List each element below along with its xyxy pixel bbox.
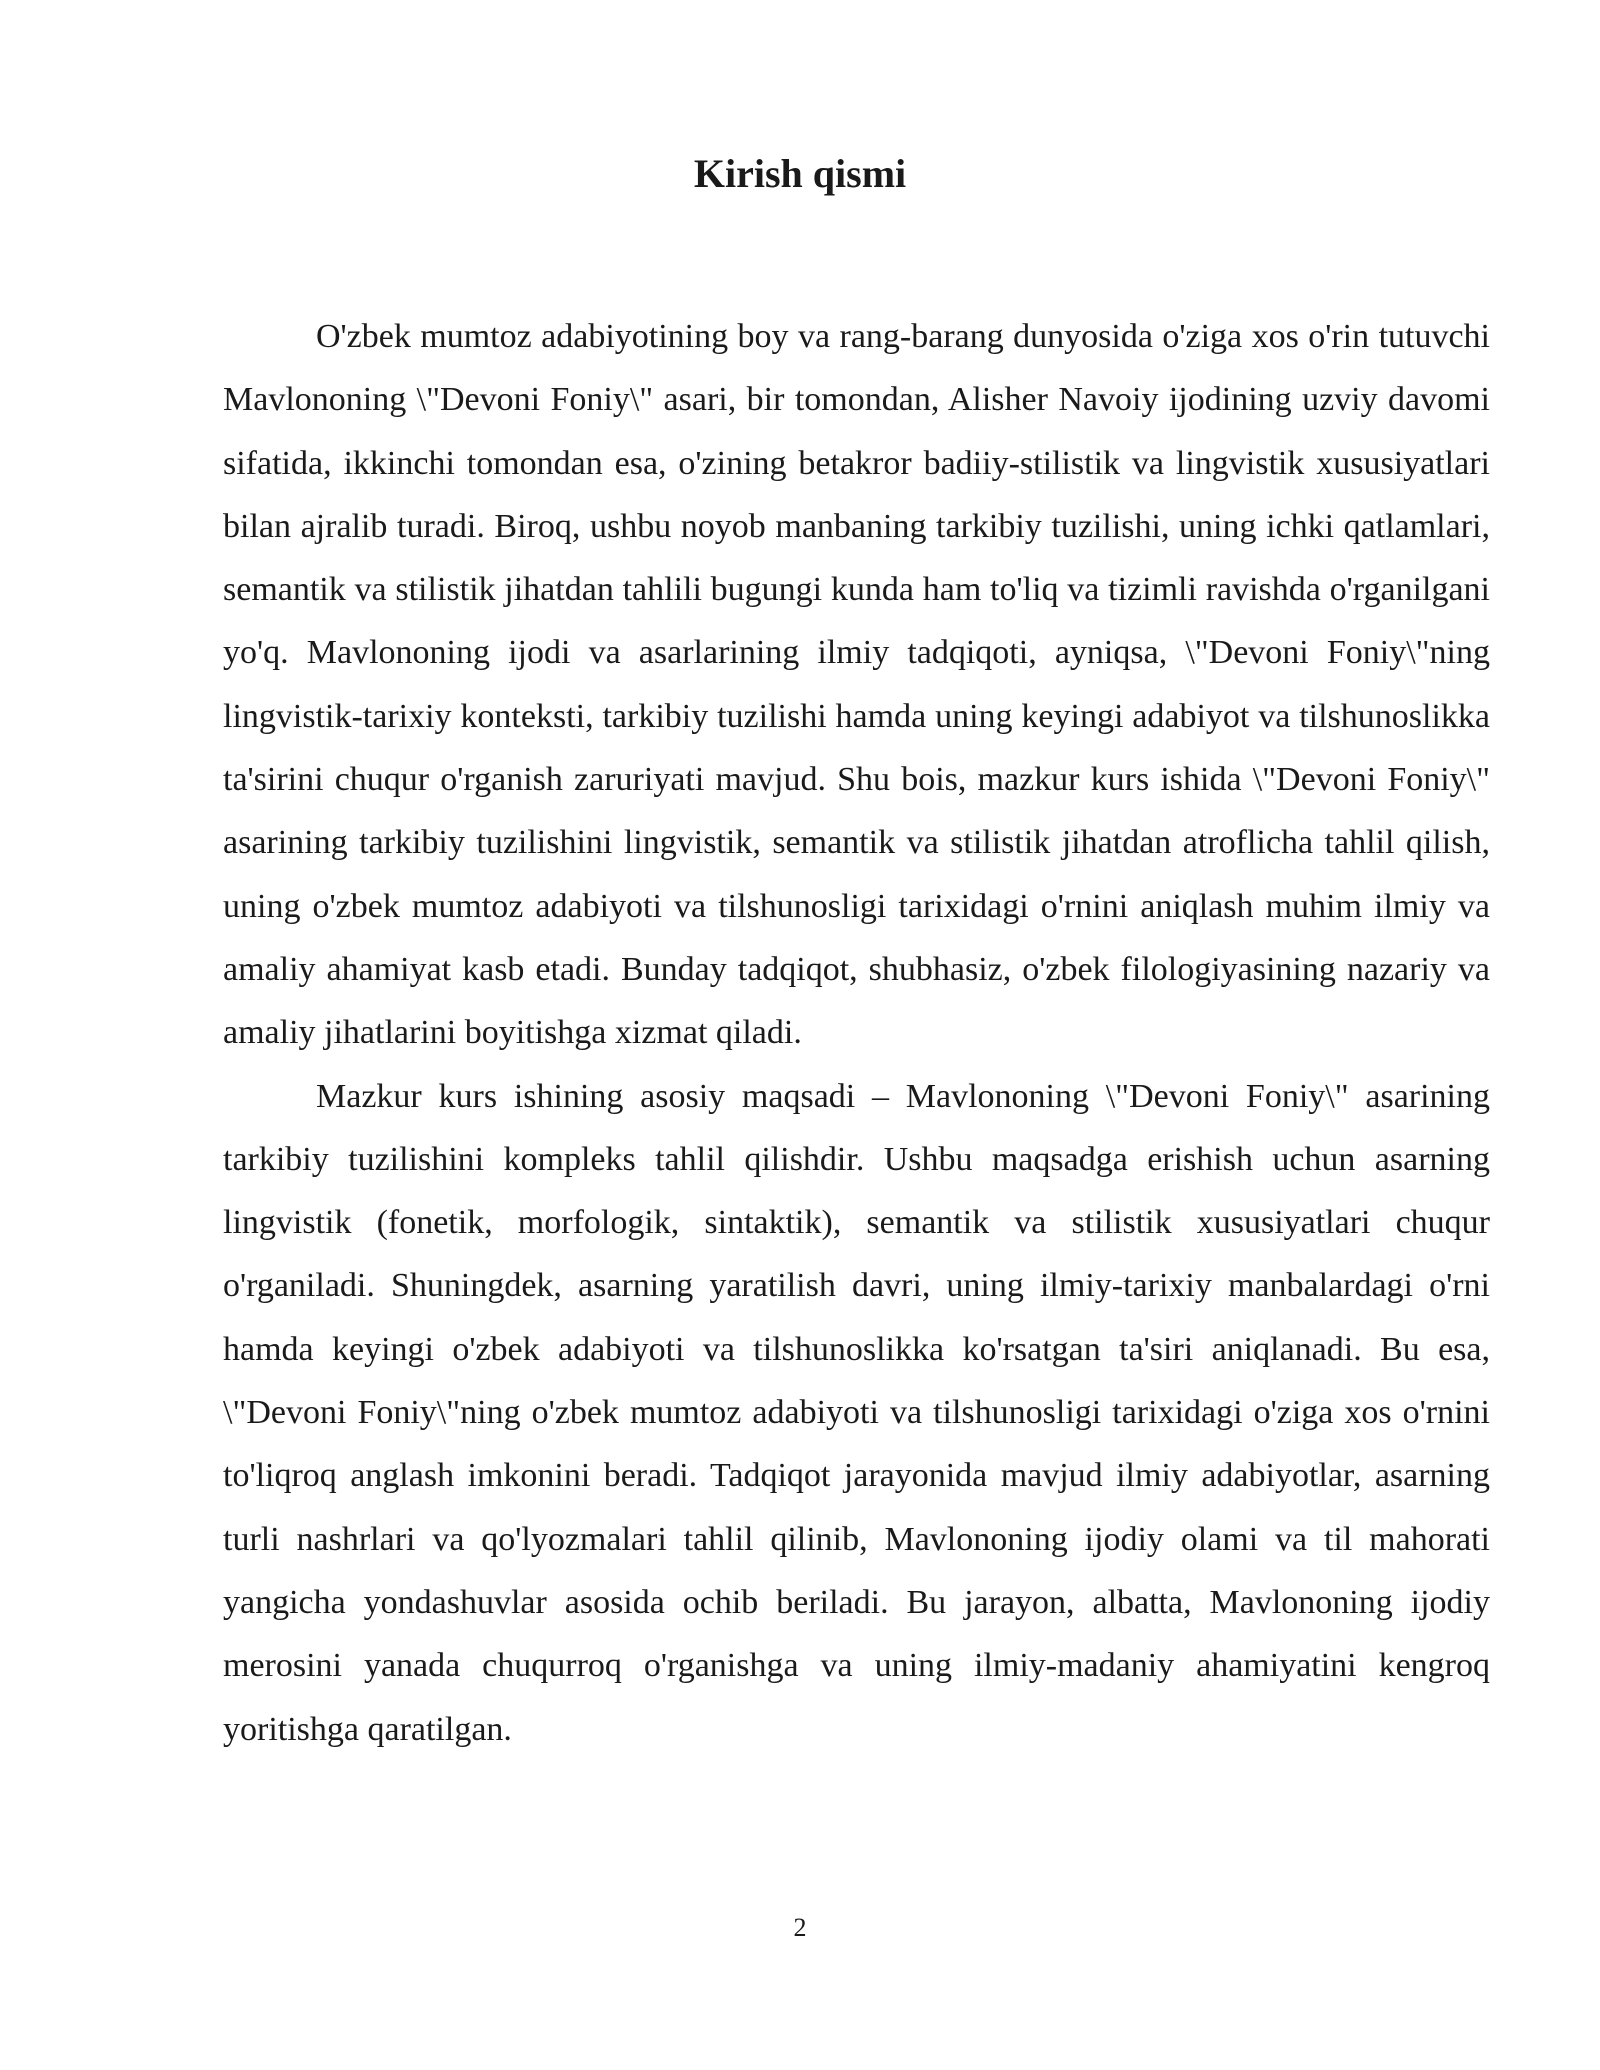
page-title: Kirish qismi	[693, 151, 907, 196]
page-number: 2	[793, 1913, 807, 1942]
paragraph-introduction: O'zbek mumtoz adabiyotining boy va rang-barang dunyosida o'ziga xos o'rin tutuvchi Mavlononing \"Devoni Foniy\" asari, bir tomondan, Alisher Navoiy ijodining uzviy davomi sifatida, ikkinchi tomondan esa, o'zining betakror badiiy-stilistik va lingvistik xususiyatlari bilan ajralib turadi. Biroq, ushbu noyob manbaning tarkibiy tuzilishi, uning ichki qatlamlari, semantik va stilistik jihatdan tahlili bugungi kunda ham to'liq va tizimli ravishda o'rganilgani yo'q. Mavlononing ijodi va asarlarining ilmiy tadqiqoti, ayniqsa, \"Devoni Foniy\"ning lingvistik-tarixiy konteksti, tarkibiy tuzilishi hamda uning keyingi adabiyot va tilshunoslikka ta'sirini chuqur o'rganish zaruriyati mavjud. Shu bois, mazkur kurs ishida \"Devoni Foniy\" asarining tarkibiy tuzilishini lingvistik, semantik va stilistik jihatdan atroflicha tahlil qilish, uning o'zbek mumtoz adabiyoti va tilshunosligi tarixidagi o'rnini aniqlash muhim ilmiy va amaliy ahamiyat kasb etadi. Bunday tadqiqot, shubhasiz, o'zbek filologiyasining nazariy va amaliy jihatlarini boyitishga xizmat qiladi.	[223, 318, 1490, 1052]
body-text	[223, 305, 1490, 1761]
paragraph-goal: Mazkur kurs ishining asosiy maqsadi – Mavlononing \"Devoni Foniy\" asarining tarkibiy tuzilishini kompleks tahlil qilishdir. Ushbu maqsadga erishish uchun asarning lingvistik (fonetik, morfologik, sintaktik), semantik va stilistik xususiyatlari chuqur o'rganiladi. Shuningdek, asarning yaratilish davri, uning ilmiy-tarixiy manbalardagi o'rni hamda keyingi o'zbek adabiyoti va tilshunoslikka ko'rsatgan ta'siri aniqlanadi. Bu esa, \"Devoni Foniy\"ning o'zbek mumtoz adabiyoti va tilshunosligi tarixidagi o'ziga xos o'rnini to'liqroq anglash imkonini beradi. Tadqiqot jarayonida mavjud ilmiy adabiyotlar, asarning turli nashrlari va qo'lyozmalari tahlil qilinib, Mavlononing ijodiy olami va til mahorati yangicha yondashuvlar asosida ochib beriladi. Bu jarayon, albatta, Mavlononing ijodiy merosini yanada chuqurroq o'rganishga va uning ilmiy-madaniy ahamiyatini kengroq yoritishga qaratilgan.	[223, 1077, 1490, 1748]
